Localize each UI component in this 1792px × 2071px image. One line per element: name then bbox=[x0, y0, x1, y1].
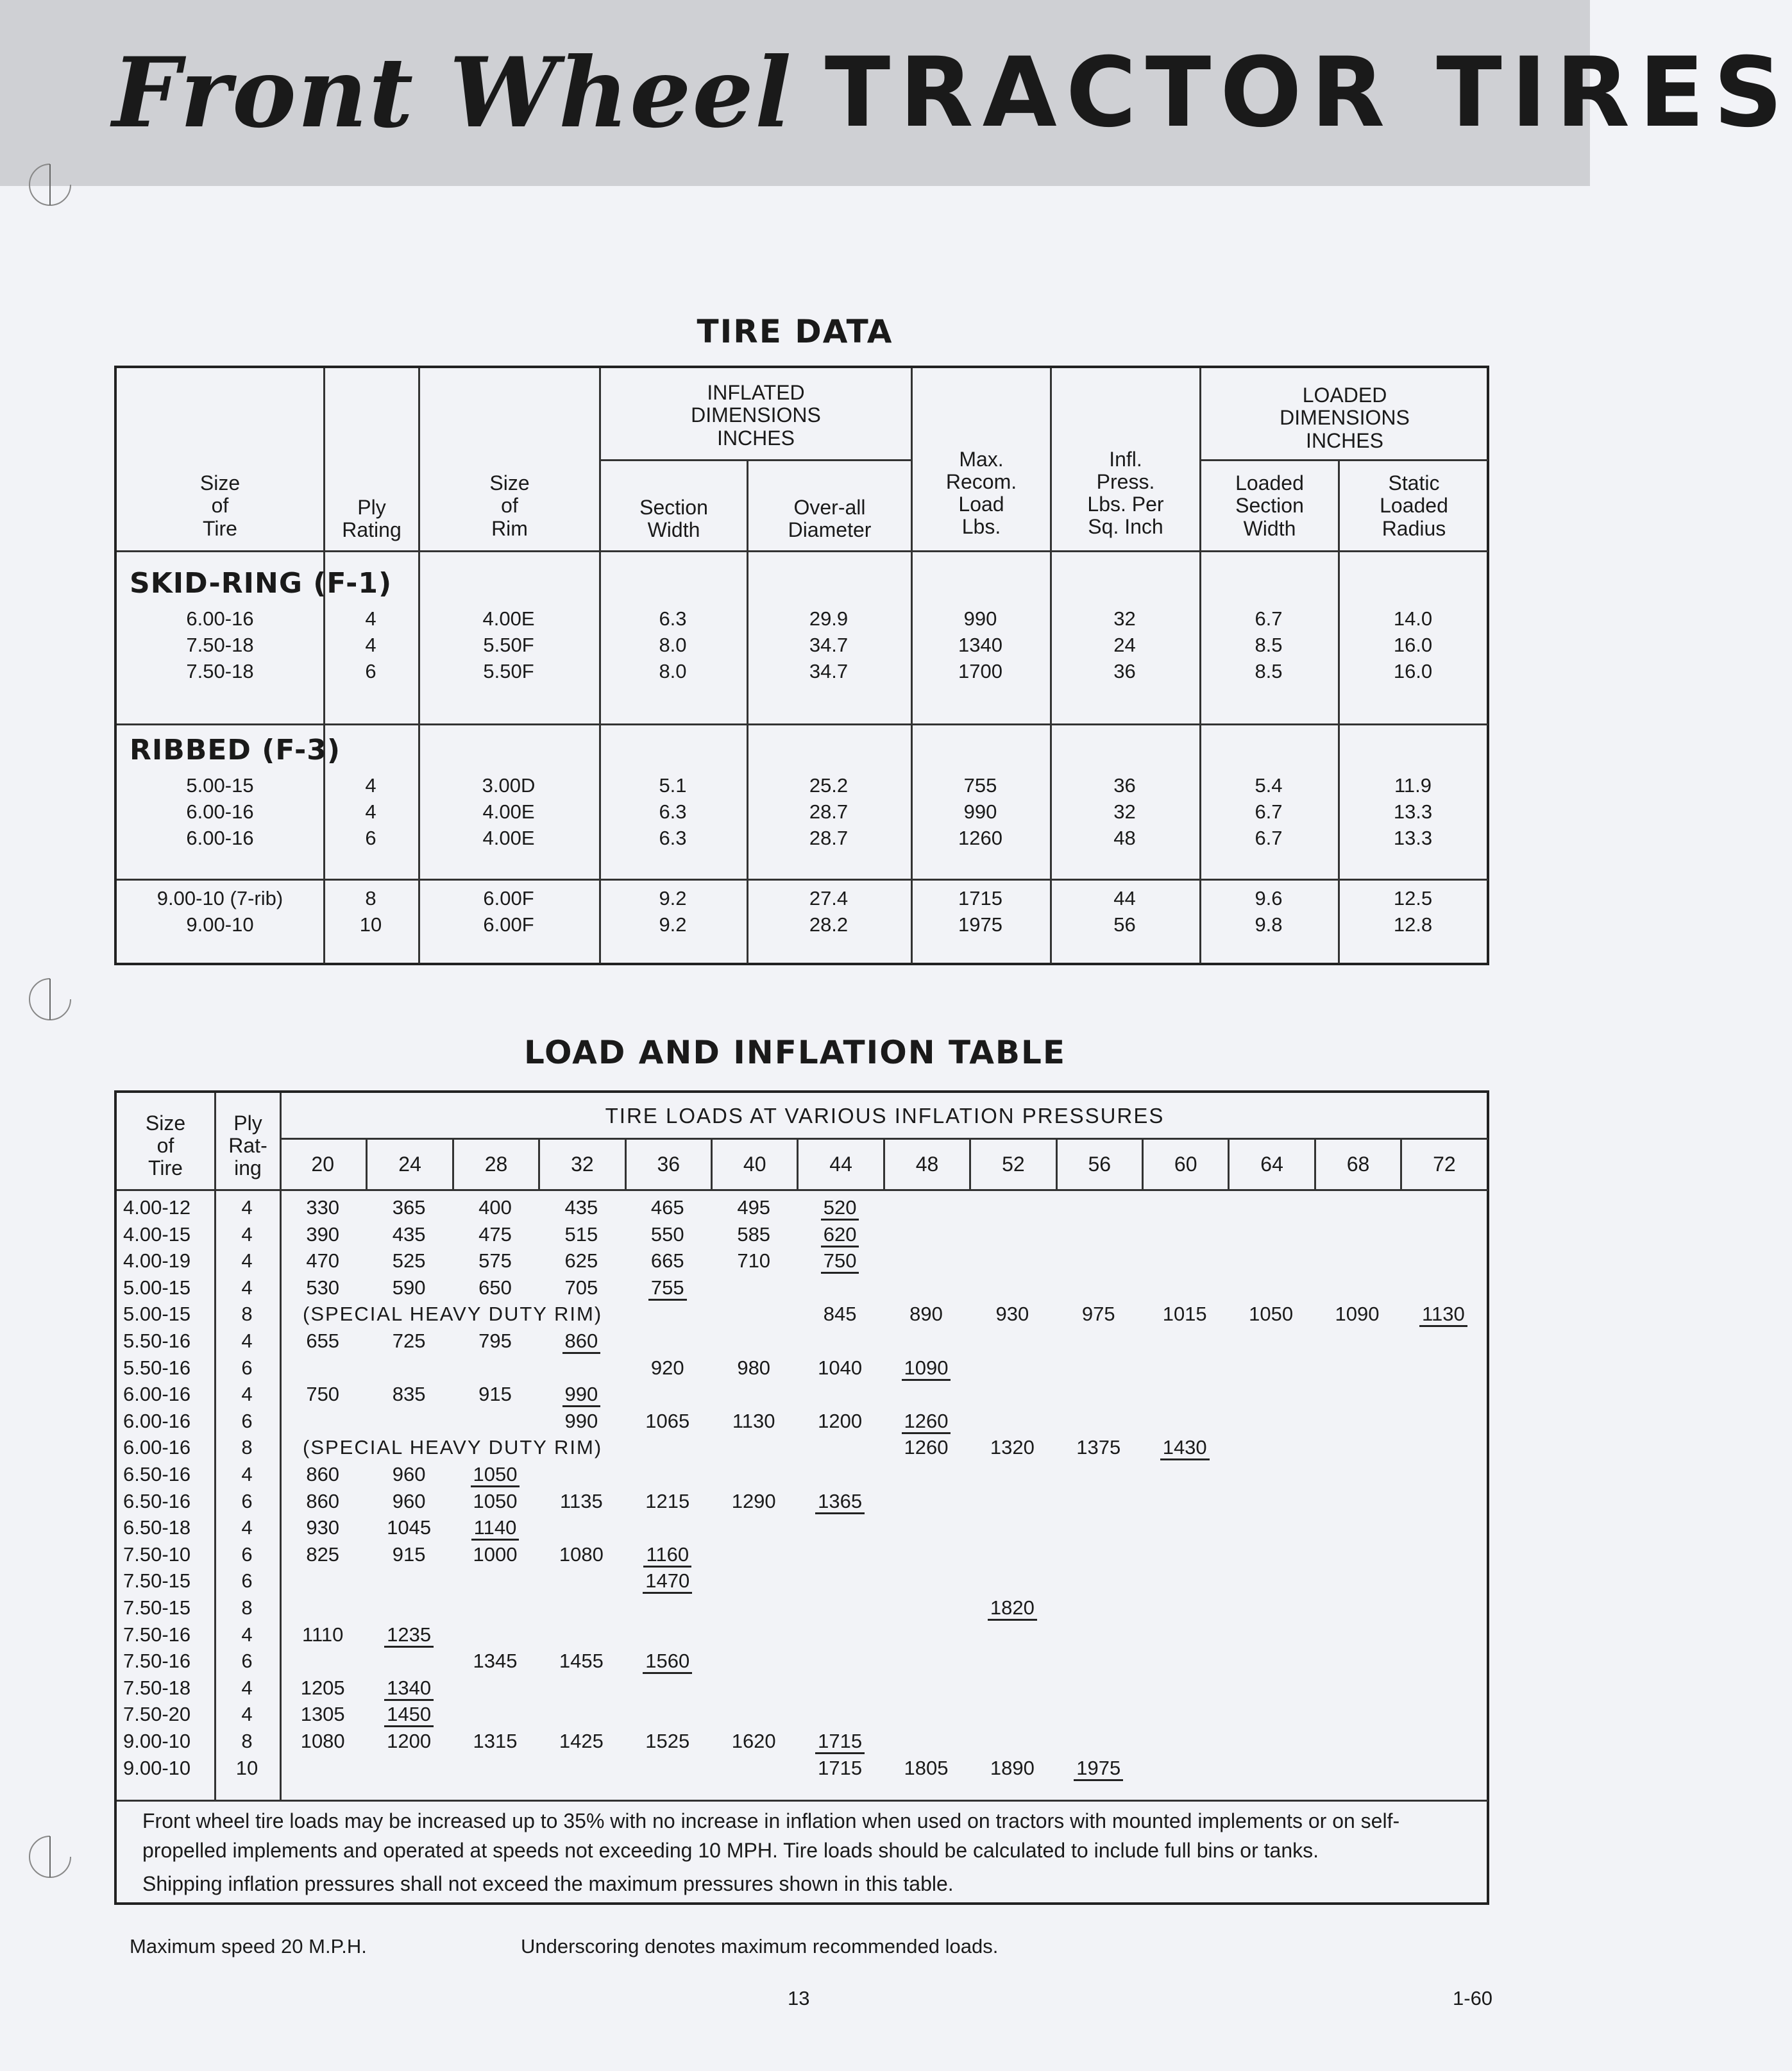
lt-cell-size: 4.00-12 bbox=[123, 1196, 191, 1219]
lt-cell-size: 6.00-16 bbox=[123, 1383, 191, 1406]
lt-load-value: 435 bbox=[392, 1222, 426, 1246]
load-table-row bbox=[117, 1648, 1488, 1675]
header-ply-rating: Ply Rating bbox=[342, 495, 402, 541]
lt-cell-ply: 4 bbox=[241, 1222, 253, 1246]
tire-cell-loaded-width: 6.7 bbox=[1255, 607, 1283, 630]
load-table-row bbox=[117, 1381, 1488, 1408]
tire-cell-load: 1260 bbox=[958, 827, 1002, 849]
lt-cell-ply: 4 bbox=[241, 1249, 253, 1272]
lt-cell-size: 6.00-16 bbox=[123, 1409, 191, 1432]
tire-cell-radius: 16.0 bbox=[1393, 660, 1433, 682]
tire-cell-rim: 6.00F bbox=[483, 887, 534, 909]
lt-load-value: 525 bbox=[392, 1249, 426, 1272]
title-script: Front Wheel bbox=[112, 37, 793, 149]
lt-cell-ply: 6 bbox=[241, 1409, 253, 1432]
lt-cell-size: 9.00-10 bbox=[123, 1730, 191, 1752]
tire-cell-load: 990 bbox=[963, 800, 997, 823]
lt-load-value-max: 1715 bbox=[797, 1728, 883, 1755]
lt-load-value: 710 bbox=[737, 1249, 771, 1272]
load-table-row bbox=[117, 1194, 1488, 1221]
tire-cell-radius: 13.3 bbox=[1393, 827, 1433, 849]
pressure-header-60: 60 bbox=[1142, 1140, 1228, 1189]
lt-cell-size: 6.50-16 bbox=[123, 1463, 191, 1485]
lt-load-value: 795 bbox=[478, 1330, 512, 1352]
load-table-row bbox=[117, 1488, 1488, 1515]
header-section-width: Section Width bbox=[639, 495, 708, 541]
lt-load-value: 920 bbox=[650, 1356, 684, 1379]
lt-cell-size: 6.50-18 bbox=[123, 1516, 191, 1539]
tire-cell-section: 5.1 bbox=[659, 774, 687, 797]
lt-cell-size: 6.00-16 bbox=[123, 1436, 191, 1459]
tire-cell-ply: 4 bbox=[365, 607, 376, 630]
lt-load-value: 1050 bbox=[1249, 1303, 1294, 1326]
lt-load-value: 890 bbox=[909, 1303, 943, 1326]
tire-cell-rim: 4.00E bbox=[482, 607, 535, 630]
lt-cell-ply: 8 bbox=[241, 1730, 253, 1752]
page-code: 1-60 bbox=[1453, 1987, 1493, 2009]
tire-cell-diameter: 34.7 bbox=[809, 660, 849, 682]
tire-cell-load: 755 bbox=[963, 774, 997, 797]
tire-cell-press: 56 bbox=[1113, 913, 1136, 936]
lt-load-value: 1080 bbox=[559, 1543, 604, 1566]
tire-cell-diameter: 28.7 bbox=[809, 800, 849, 823]
tire-cell-ply: 4 bbox=[365, 634, 376, 656]
tire-cell-loaded-width: 5.4 bbox=[1255, 774, 1283, 797]
tire-cell-diameter: 28.2 bbox=[809, 913, 849, 936]
page-number: 13 bbox=[788, 1987, 810, 2009]
lt-cell-ply: 4 bbox=[241, 1703, 253, 1726]
lt-cell-ply: 10 bbox=[235, 1756, 258, 1779]
page-title bbox=[112, 35, 1792, 151]
lt-load-value-max: 1430 bbox=[1142, 1434, 1228, 1461]
load-inflation-table bbox=[114, 1090, 1489, 1905]
tire-data-heading: TIRE DATA bbox=[697, 313, 893, 350]
lt-cell-size: 7.50-10 bbox=[123, 1543, 191, 1566]
lt-load-value: 515 bbox=[564, 1222, 598, 1246]
lt-load-value-max: 1160 bbox=[625, 1541, 711, 1568]
tire-cell-rim: 5.50F bbox=[483, 660, 534, 682]
lt-load-value-max: 1820 bbox=[969, 1594, 1055, 1621]
lt-load-value-max: 1365 bbox=[797, 1488, 883, 1515]
tire-cell-radius: 16.0 bbox=[1393, 634, 1433, 656]
lt-cell-ply: 4 bbox=[241, 1196, 253, 1219]
tire-cell-ply: 8 bbox=[365, 887, 376, 909]
lt-cell-size: 4.00-19 bbox=[123, 1249, 191, 1272]
pressure-header-36: 36 bbox=[625, 1140, 711, 1189]
lt-load-value: 650 bbox=[478, 1276, 512, 1299]
tire-cell-ply: 4 bbox=[365, 800, 376, 823]
lt-load-value: 530 bbox=[306, 1276, 340, 1299]
tire-cell-section: 8.0 bbox=[659, 634, 687, 656]
lt-load-value: 330 bbox=[306, 1196, 340, 1219]
load-table-row bbox=[117, 1461, 1488, 1488]
load-table-row bbox=[117, 1274, 1488, 1301]
pressure-header-32: 32 bbox=[538, 1140, 624, 1189]
load-table-row bbox=[117, 1568, 1488, 1594]
lt-load-value: 1130 bbox=[732, 1409, 775, 1432]
lt-cell-size: 7.50-15 bbox=[123, 1596, 191, 1619]
tire-cell-radius: 12.5 bbox=[1393, 887, 1433, 909]
lt-load-value-max: 1235 bbox=[366, 1621, 452, 1648]
lt-load-value: 1525 bbox=[645, 1730, 690, 1752]
tire-cell-rim: 4.00E bbox=[482, 800, 535, 823]
lt-load-value: 980 bbox=[737, 1356, 771, 1379]
lt-cell-ply: 4 bbox=[241, 1276, 253, 1299]
lt-load-value: 1805 bbox=[904, 1756, 949, 1779]
tire-cell-size: 9.00-10 (7-rib) bbox=[156, 887, 283, 909]
tire-cell-radius: 14.0 bbox=[1393, 607, 1433, 630]
tire-data-row bbox=[117, 605, 1488, 632]
lt-load-value: 1135 bbox=[560, 1489, 603, 1512]
lt-load-value: 400 bbox=[478, 1196, 512, 1219]
tire-cell-diameter: 28.7 bbox=[809, 827, 849, 849]
lt-cell-size: 5.50-16 bbox=[123, 1356, 191, 1379]
pressure-header-20: 20 bbox=[311, 1153, 334, 1176]
lt-cell-size: 5.00-15 bbox=[123, 1303, 191, 1326]
load-table-row bbox=[117, 1328, 1488, 1355]
tire-cell-press: 32 bbox=[1113, 800, 1136, 823]
lt-cell-size: 7.50-16 bbox=[123, 1650, 191, 1673]
tire-cell-ply: 4 bbox=[365, 774, 376, 797]
load-inflation-heading: LOAD AND INFLATION TABLE bbox=[523, 1034, 1067, 1071]
lt-load-value-max: 1260 bbox=[883, 1408, 969, 1435]
lt-load-value-max: 1130 bbox=[1400, 1301, 1486, 1328]
lt-special-rim-label: (SPECIAL HEAVY DUTY RIM) bbox=[303, 1436, 603, 1459]
lt-load-value-max: 520 bbox=[797, 1194, 883, 1221]
lt-load-value: 975 bbox=[1081, 1303, 1115, 1326]
tire-cell-diameter: 25.2 bbox=[809, 774, 849, 797]
tire-data-row bbox=[117, 632, 1488, 658]
lt-cell-ply: 8 bbox=[241, 1596, 253, 1619]
pressure-header-72: 72 bbox=[1400, 1140, 1486, 1189]
lt-load-value: 1040 bbox=[818, 1356, 863, 1379]
load-table-row bbox=[117, 1701, 1488, 1728]
lt-load-value: 1305 bbox=[300, 1703, 345, 1726]
lt-load-value: 845 bbox=[823, 1303, 857, 1326]
lt-load-value: 590 bbox=[392, 1276, 426, 1299]
pressure-header-48: 48 bbox=[883, 1140, 969, 1189]
tire-cell-rim: 3.00D bbox=[482, 774, 536, 797]
lt-load-value: 1015 bbox=[1162, 1303, 1207, 1326]
lt-load-value: 1620 bbox=[731, 1730, 776, 1752]
tire-cell-size: 6.00-16 bbox=[186, 607, 254, 630]
load-table-row bbox=[117, 1621, 1488, 1648]
lt-load-value: 915 bbox=[478, 1383, 512, 1406]
lt-cell-ply: 6 bbox=[241, 1650, 253, 1673]
lt-cell-ply: 6 bbox=[241, 1489, 253, 1512]
tire-cell-section: 9.2 bbox=[659, 913, 687, 936]
header-size-of-tire: Size of Tire bbox=[199, 471, 241, 540]
lt-load-value: 1890 bbox=[990, 1756, 1035, 1779]
pressure-header-56: 56 bbox=[1056, 1140, 1142, 1189]
tire-cell-size: 6.00-16 bbox=[186, 827, 254, 849]
lt-load-value-max: 1140 bbox=[452, 1514, 538, 1541]
tire-cell-section: 6.3 bbox=[659, 607, 687, 630]
tire-data-row bbox=[117, 911, 1488, 938]
lt-load-value-max: 1560 bbox=[625, 1648, 711, 1675]
tire-cell-ply: 6 bbox=[365, 660, 376, 682]
load-table-row bbox=[117, 1541, 1488, 1568]
lt-cell-size: 5.00-15 bbox=[123, 1276, 191, 1299]
header-inflation-pressure: Infl. Press. Lbs. Per Sq. Inch bbox=[1087, 447, 1164, 539]
lt-load-value-max: 1050 bbox=[452, 1461, 538, 1488]
tire-cell-press: 48 bbox=[1113, 827, 1136, 849]
tire-data-row bbox=[117, 799, 1488, 825]
tire-cell-radius: 11.9 bbox=[1394, 774, 1432, 797]
lt-load-value: 1375 bbox=[1076, 1436, 1121, 1459]
lt-load-value: 1080 bbox=[300, 1730, 345, 1752]
header-overall-diameter: Over-all Diameter bbox=[788, 495, 872, 541]
tire-cell-diameter: 34.7 bbox=[809, 634, 849, 656]
load-table-row bbox=[117, 1247, 1488, 1274]
tire-cell-loaded-width: 8.5 bbox=[1255, 660, 1283, 682]
header-max-load: Max. Recom. Load Lbs. bbox=[945, 447, 1017, 539]
lt-load-value: 585 bbox=[737, 1222, 771, 1246]
lt-cell-ply: 4 bbox=[241, 1463, 253, 1485]
lt-load-value: 1455 bbox=[559, 1650, 604, 1673]
tire-cell-press: 44 bbox=[1113, 887, 1136, 909]
lt-load-value: 1345 bbox=[473, 1650, 518, 1673]
lt-load-value: 1110 bbox=[302, 1623, 344, 1646]
lt-load-value: 860 bbox=[306, 1463, 340, 1485]
lt-load-value: 860 bbox=[306, 1489, 340, 1512]
footer-underscore-note: Underscoring denotes maximum recommended loads. bbox=[521, 1935, 999, 1957]
lt-cell-ply: 4 bbox=[241, 1516, 253, 1539]
lt-load-value-max: 750 bbox=[797, 1247, 883, 1274]
load-table-row bbox=[117, 1514, 1488, 1541]
tire-cell-loaded-width: 9.8 bbox=[1255, 913, 1283, 936]
header-inflated-dimensions: INFLATED DIMENSIONS INCHES bbox=[691, 381, 821, 450]
lt-header-tire-loads: TIRE LOADS AT VARIOUS INFLATION PRESSURES bbox=[605, 1103, 1165, 1128]
tire-cell-radius: 13.3 bbox=[1393, 800, 1433, 823]
lt-header-ply-rating: Ply Rat- ing bbox=[228, 1111, 267, 1180]
tire-cell-press: 32 bbox=[1113, 607, 1136, 630]
tire-cell-load: 990 bbox=[963, 607, 997, 630]
header-static-loaded-radius: Static Loaded Radius bbox=[1380, 471, 1448, 540]
lt-load-value: 475 bbox=[478, 1222, 512, 1246]
tire-data-row bbox=[117, 658, 1488, 684]
tire-cell-load: 1700 bbox=[958, 660, 1002, 682]
lt-load-value: 655 bbox=[306, 1330, 340, 1352]
tire-cell-rim: 4.00E bbox=[482, 827, 535, 849]
tire-data-row bbox=[117, 885, 1488, 911]
tire-cell-section: 6.3 bbox=[659, 827, 687, 849]
lt-cell-size: 7.50-15 bbox=[123, 1569, 191, 1593]
lt-load-value: 725 bbox=[392, 1330, 426, 1352]
lt-load-value: 1200 bbox=[818, 1409, 863, 1432]
lt-load-value: 1045 bbox=[387, 1516, 432, 1539]
load-table-row bbox=[117, 1728, 1488, 1755]
lt-load-value: 1050 bbox=[473, 1489, 518, 1512]
tire-cell-size: 5.00-15 bbox=[186, 774, 254, 797]
lt-cell-ply: 6 bbox=[241, 1569, 253, 1593]
pressure-header-52: 52 bbox=[969, 1140, 1055, 1189]
pressure-header-40: 40 bbox=[711, 1140, 797, 1189]
lt-load-value: 1290 bbox=[731, 1489, 776, 1512]
lt-cell-ply: 4 bbox=[241, 1330, 253, 1352]
lt-cell-ply: 8 bbox=[241, 1303, 253, 1326]
lt-load-value-max: 1340 bbox=[366, 1675, 452, 1702]
tire-cell-size: 9.00-10 bbox=[186, 913, 254, 936]
tire-cell-section: 8.0 bbox=[659, 660, 687, 682]
tire-cell-loaded-width: 8.5 bbox=[1255, 634, 1283, 656]
tire-cell-press: 24 bbox=[1113, 634, 1136, 656]
tire-cell-size: 7.50-18 bbox=[186, 634, 254, 656]
lt-cell-size: 4.00-15 bbox=[123, 1222, 191, 1246]
lt-cell-size: 9.00-10 bbox=[123, 1756, 191, 1779]
lt-load-value: 705 bbox=[564, 1276, 598, 1299]
lt-load-value: 990 bbox=[564, 1409, 598, 1432]
load-table-row bbox=[117, 1594, 1488, 1621]
lt-load-value: 625 bbox=[564, 1249, 598, 1272]
pressure-header-24: 24 bbox=[366, 1140, 452, 1189]
lt-load-value: 495 bbox=[737, 1196, 771, 1219]
lt-load-value: 930 bbox=[995, 1303, 1029, 1326]
lt-load-value: 1065 bbox=[645, 1409, 690, 1432]
group-label-ribbed: RIBBED (F-3) bbox=[130, 734, 341, 766]
lt-cell-size: 7.50-16 bbox=[123, 1623, 191, 1646]
lt-load-value-max: 620 bbox=[797, 1221, 883, 1248]
lt-cell-size: 5.50-16 bbox=[123, 1330, 191, 1352]
lt-cell-size: 6.50-16 bbox=[123, 1489, 191, 1512]
tire-cell-rim: 6.00F bbox=[483, 913, 534, 936]
lt-load-value: 390 bbox=[306, 1222, 340, 1246]
lt-cell-ply: 6 bbox=[241, 1543, 253, 1566]
load-table-row bbox=[117, 1434, 1488, 1461]
lt-load-value: 1090 bbox=[1335, 1303, 1380, 1326]
lt-load-value-max: 990 bbox=[538, 1381, 624, 1408]
lt-load-value: 960 bbox=[392, 1489, 426, 1512]
lt-load-value: 960 bbox=[392, 1463, 426, 1485]
tire-cell-load: 1340 bbox=[958, 634, 1002, 656]
lt-load-value: 750 bbox=[306, 1383, 340, 1406]
lt-header-size-of-tire: Size of Tire bbox=[145, 1111, 186, 1180]
pressure-header-28: 28 bbox=[452, 1140, 538, 1189]
lt-load-value: 1215 bbox=[645, 1489, 690, 1512]
tire-cell-size: 6.00-16 bbox=[186, 800, 254, 823]
tire-cell-loaded-width: 9.6 bbox=[1255, 887, 1283, 909]
lt-load-value-max: 1470 bbox=[625, 1568, 711, 1594]
lt-cell-ply: 4 bbox=[241, 1676, 253, 1699]
lt-cell-ply: 4 bbox=[241, 1623, 253, 1646]
lt-load-value: 550 bbox=[650, 1222, 684, 1246]
group-label-skid-ring: SKID-RING (F-1) bbox=[130, 567, 393, 600]
lt-cell-size: 7.50-18 bbox=[123, 1676, 191, 1699]
binder-hole-icon bbox=[24, 159, 76, 210]
lt-load-value: 1205 bbox=[300, 1676, 345, 1699]
tire-cell-load: 1975 bbox=[958, 913, 1002, 936]
lt-load-value-max: 1975 bbox=[1056, 1755, 1142, 1782]
binder-hole-icon bbox=[24, 974, 76, 1025]
lt-load-value: 1715 bbox=[818, 1756, 863, 1779]
load-table-row bbox=[117, 1301, 1488, 1328]
lt-load-value: 435 bbox=[564, 1196, 598, 1219]
tire-cell-ply: 6 bbox=[365, 827, 376, 849]
lt-load-value: 470 bbox=[306, 1249, 340, 1272]
lt-load-value: 1320 bbox=[990, 1436, 1035, 1459]
pressure-header-44: 44 bbox=[797, 1140, 883, 1189]
pressure-header-64: 64 bbox=[1228, 1140, 1314, 1189]
header-loaded-section-width: Loaded Section Width bbox=[1235, 471, 1304, 540]
lt-load-value: 575 bbox=[478, 1249, 512, 1272]
lt-load-value: 465 bbox=[650, 1196, 684, 1219]
tire-cell-load: 1715 bbox=[958, 887, 1002, 909]
tire-cell-ply: 10 bbox=[359, 913, 382, 936]
load-table-row bbox=[117, 1408, 1488, 1435]
tire-cell-press: 36 bbox=[1113, 660, 1136, 682]
tire-cell-section: 9.2 bbox=[659, 887, 687, 909]
header-size-of-rim: Size of Rim bbox=[489, 471, 530, 540]
lt-cell-ply: 4 bbox=[241, 1383, 253, 1406]
tire-cell-press: 36 bbox=[1113, 774, 1136, 797]
tire-cell-size: 7.50-18 bbox=[186, 660, 254, 682]
lt-cell-ply: 8 bbox=[241, 1436, 253, 1459]
tire-cell-diameter: 27.4 bbox=[809, 887, 849, 909]
lt-load-value: 930 bbox=[306, 1516, 340, 1539]
lt-load-value: 1425 bbox=[559, 1730, 604, 1752]
load-table-row bbox=[117, 1355, 1488, 1382]
tire-cell-rim: 5.50F bbox=[483, 634, 534, 656]
note-load-increase: Front wheel tire loads may be increased up to 35% with no increase in inflation when used on tractors with mounted implements or on self-propelled implements and operated at speeds not exceeding 10 MPH. Tire loads should be calculated to include full bins or tanks. bbox=[142, 1809, 1400, 1862]
lt-load-value: 1260 bbox=[904, 1436, 949, 1459]
tire-cell-diameter: 29.9 bbox=[809, 607, 849, 630]
load-table-row bbox=[117, 1221, 1488, 1248]
load-table-row bbox=[117, 1675, 1488, 1702]
lt-special-rim-label: (SPECIAL HEAVY DUTY RIM) bbox=[303, 1303, 603, 1326]
pressure-header-68: 68 bbox=[1314, 1140, 1400, 1189]
lt-load-value-max: 1450 bbox=[366, 1701, 452, 1728]
tire-data-table bbox=[114, 366, 1489, 965]
title-block: TRACTOR TIRES bbox=[824, 37, 1792, 149]
footer-max-speed: Maximum speed 20 M.P.H. bbox=[130, 1935, 367, 1957]
tire-data-row bbox=[117, 772, 1488, 799]
note-shipping-pressure: Shipping inflation pressures shall not exceed the maximum pressures shown in this table. bbox=[142, 1872, 954, 1895]
lt-load-value: 1200 bbox=[387, 1730, 432, 1752]
lt-load-value: 365 bbox=[392, 1196, 426, 1219]
lt-cell-size: 7.50-20 bbox=[123, 1703, 191, 1726]
lt-load-value: 1315 bbox=[473, 1730, 518, 1752]
lt-load-value: 1000 bbox=[473, 1543, 518, 1566]
lt-load-value: 835 bbox=[392, 1383, 426, 1406]
load-table-row bbox=[117, 1755, 1488, 1782]
tire-data-row bbox=[117, 825, 1488, 851]
lt-load-value-max: 860 bbox=[538, 1328, 624, 1355]
tire-cell-section: 6.3 bbox=[659, 800, 687, 823]
tire-cell-loaded-width: 6.7 bbox=[1255, 800, 1283, 823]
lt-load-value-max: 1090 bbox=[883, 1355, 969, 1382]
lt-load-value-max: 755 bbox=[625, 1274, 711, 1301]
lt-cell-ply: 6 bbox=[241, 1356, 253, 1379]
binder-hole-icon bbox=[24, 1831, 76, 1882]
header-loaded-dimensions: LOADED DIMENSIONS INCHES bbox=[1280, 384, 1410, 452]
lt-load-value: 825 bbox=[306, 1543, 340, 1566]
tire-cell-radius: 12.8 bbox=[1393, 913, 1433, 936]
lt-load-value: 665 bbox=[650, 1249, 684, 1272]
tire-cell-loaded-width: 6.7 bbox=[1255, 827, 1283, 849]
lt-load-value: 915 bbox=[392, 1543, 426, 1566]
